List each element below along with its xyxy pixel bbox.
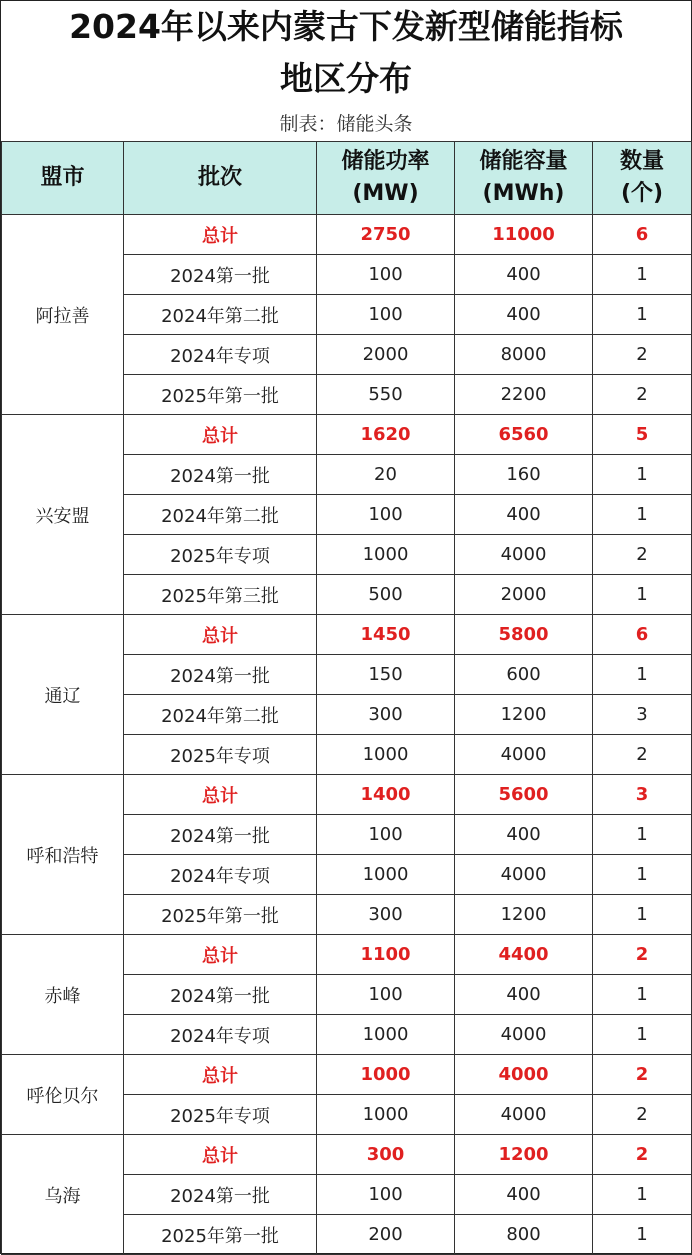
count-cell: 1 <box>593 255 692 295</box>
count-cell: 1 <box>593 815 692 855</box>
count-cell: 1 <box>593 575 692 615</box>
capacity-cell: 1200 <box>455 695 593 735</box>
batch-cell: 2025年专项 <box>124 1095 317 1135</box>
batch-cell: 2024第一批 <box>124 815 317 855</box>
batch-cell: 2025年第三批 <box>124 575 317 615</box>
capacity-cell: 400 <box>455 295 593 335</box>
capacity-cell: 4000 <box>455 1095 593 1135</box>
count-cell: 2 <box>593 375 692 415</box>
power-cell: 1000 <box>317 1055 455 1095</box>
batch-cell: 2025年第一批 <box>124 375 317 415</box>
power-cell: 1000 <box>317 1095 455 1135</box>
region-cell: 兴安盟 <box>2 415 124 615</box>
header-row <box>2 142 692 215</box>
capacity-cell: 11000 <box>455 215 593 255</box>
capacity-cell: 400 <box>455 1175 593 1215</box>
count-cell: 1 <box>593 295 692 335</box>
region-cell: 乌海 <box>2 1135 124 1255</box>
capacity-cell: 400 <box>455 255 593 295</box>
batch-cell: 2025年第一批 <box>124 1215 317 1255</box>
capacity-cell: 600 <box>455 655 593 695</box>
region-cell: 呼和浩特 <box>2 775 124 935</box>
capacity-cell: 400 <box>455 975 593 1015</box>
header-batch: 批次 <box>124 142 317 215</box>
count-cell: 6 <box>593 615 692 655</box>
header-power: 储能功率 (MW) <box>317 142 455 215</box>
count-cell: 1 <box>593 895 692 935</box>
batch-cell: 2024第一批 <box>124 1175 317 1215</box>
storage-quota-table <box>1 141 692 1255</box>
batch-cell: 2024第一批 <box>124 255 317 295</box>
capacity-cell: 2200 <box>455 375 593 415</box>
power-cell: 2750 <box>317 215 455 255</box>
total-row <box>2 615 692 655</box>
power-cell: 1400 <box>317 775 455 815</box>
capacity-cell: 4000 <box>455 535 593 575</box>
capacity-cell: 2000 <box>455 575 593 615</box>
count-cell: 2 <box>593 1095 692 1135</box>
total-row <box>2 1135 692 1175</box>
capacity-cell: 1200 <box>455 895 593 935</box>
batch-cell: 2024年第二批 <box>124 695 317 735</box>
power-cell: 1100 <box>317 935 455 975</box>
batch-cell: 总计 <box>124 215 317 255</box>
batch-cell: 总计 <box>124 935 317 975</box>
capacity-cell: 5600 <box>455 775 593 815</box>
capacity-cell: 800 <box>455 1215 593 1255</box>
batch-cell: 总计 <box>124 775 317 815</box>
count-cell: 1 <box>593 975 692 1015</box>
count-cell: 1 <box>593 455 692 495</box>
batch-cell: 总计 <box>124 415 317 455</box>
count-cell: 2 <box>593 935 692 975</box>
capacity-cell: 8000 <box>455 335 593 375</box>
power-cell: 1620 <box>317 415 455 455</box>
header-capacity: 储能容量 (MWh) <box>455 142 593 215</box>
title-line-1: 2024年以来内蒙古下发新型储能指标 <box>69 7 623 46</box>
batch-cell: 2025年第一批 <box>124 895 317 935</box>
power-cell: 150 <box>317 655 455 695</box>
capacity-cell: 1200 <box>455 1135 593 1175</box>
table-source: 制表：储能头条 <box>279 113 413 135</box>
table-body <box>2 215 692 1255</box>
power-cell: 1450 <box>317 615 455 655</box>
batch-cell: 2024年第二批 <box>124 495 317 535</box>
power-cell: 100 <box>317 815 455 855</box>
count-cell: 1 <box>593 1175 692 1215</box>
total-row <box>2 215 692 255</box>
power-cell: 20 <box>317 455 455 495</box>
batch-cell: 总计 <box>124 1135 317 1175</box>
total-row <box>2 935 692 975</box>
power-cell: 100 <box>317 1175 455 1215</box>
capacity-cell: 160 <box>455 455 593 495</box>
batch-cell: 总计 <box>124 1055 317 1095</box>
batch-cell: 总计 <box>124 615 317 655</box>
capacity-cell: 5800 <box>455 615 593 655</box>
title-line-2: 地区分布 <box>280 59 412 98</box>
capacity-cell: 4000 <box>455 1015 593 1055</box>
power-cell: 300 <box>317 1135 455 1175</box>
power-cell: 100 <box>317 975 455 1015</box>
region-cell: 通辽 <box>2 615 124 775</box>
batch-cell: 2025年专项 <box>124 735 317 775</box>
region-cell: 赤峰 <box>2 935 124 1055</box>
batch-cell: 2025年专项 <box>124 535 317 575</box>
power-cell: 100 <box>317 255 455 295</box>
total-row <box>2 1055 692 1095</box>
power-cell: 200 <box>317 1215 455 1255</box>
count-cell: 2 <box>593 535 692 575</box>
power-cell: 300 <box>317 895 455 935</box>
region-cell: 呼伦贝尔 <box>2 1055 124 1135</box>
count-cell: 1 <box>593 495 692 535</box>
capacity-cell: 4000 <box>455 735 593 775</box>
capacity-cell: 6560 <box>455 415 593 455</box>
capacity-cell: 400 <box>455 495 593 535</box>
power-cell: 300 <box>317 695 455 735</box>
batch-cell: 2024年专项 <box>124 1015 317 1055</box>
header-count: 数量 (个) <box>593 142 692 215</box>
power-cell: 500 <box>317 575 455 615</box>
total-row <box>2 775 692 815</box>
header-region: 盟市 <box>2 142 124 215</box>
count-cell: 2 <box>593 1135 692 1175</box>
power-cell: 1000 <box>317 855 455 895</box>
power-cell: 1000 <box>317 1015 455 1055</box>
region-cell: 阿拉善 <box>2 215 124 415</box>
batch-cell: 2024第一批 <box>124 455 317 495</box>
total-row <box>2 415 692 455</box>
count-cell: 5 <box>593 415 692 455</box>
count-cell: 3 <box>593 775 692 815</box>
count-cell: 2 <box>593 1055 692 1095</box>
batch-cell: 2024第一批 <box>124 975 317 1015</box>
count-cell: 3 <box>593 695 692 735</box>
batch-cell: 2024第一批 <box>124 655 317 695</box>
power-cell: 550 <box>317 375 455 415</box>
power-cell: 2000 <box>317 335 455 375</box>
capacity-cell: 4400 <box>455 935 593 975</box>
batch-cell: 2024年专项 <box>124 335 317 375</box>
power-cell: 1000 <box>317 535 455 575</box>
capacity-cell: 4000 <box>455 855 593 895</box>
power-cell: 100 <box>317 495 455 535</box>
batch-cell: 2024年专项 <box>124 855 317 895</box>
power-cell: 1000 <box>317 735 455 775</box>
capacity-cell: 400 <box>455 815 593 855</box>
page-title <box>1 2 691 106</box>
power-cell: 100 <box>317 295 455 335</box>
count-cell: 2 <box>593 335 692 375</box>
count-cell: 1 <box>593 855 692 895</box>
count-cell: 6 <box>593 215 692 255</box>
batch-cell: 2024年第二批 <box>124 295 317 335</box>
count-cell: 1 <box>593 1215 692 1255</box>
count-cell: 1 <box>593 1015 692 1055</box>
count-cell: 1 <box>593 655 692 695</box>
capacity-cell: 4000 <box>455 1055 593 1095</box>
count-cell: 2 <box>593 735 692 775</box>
